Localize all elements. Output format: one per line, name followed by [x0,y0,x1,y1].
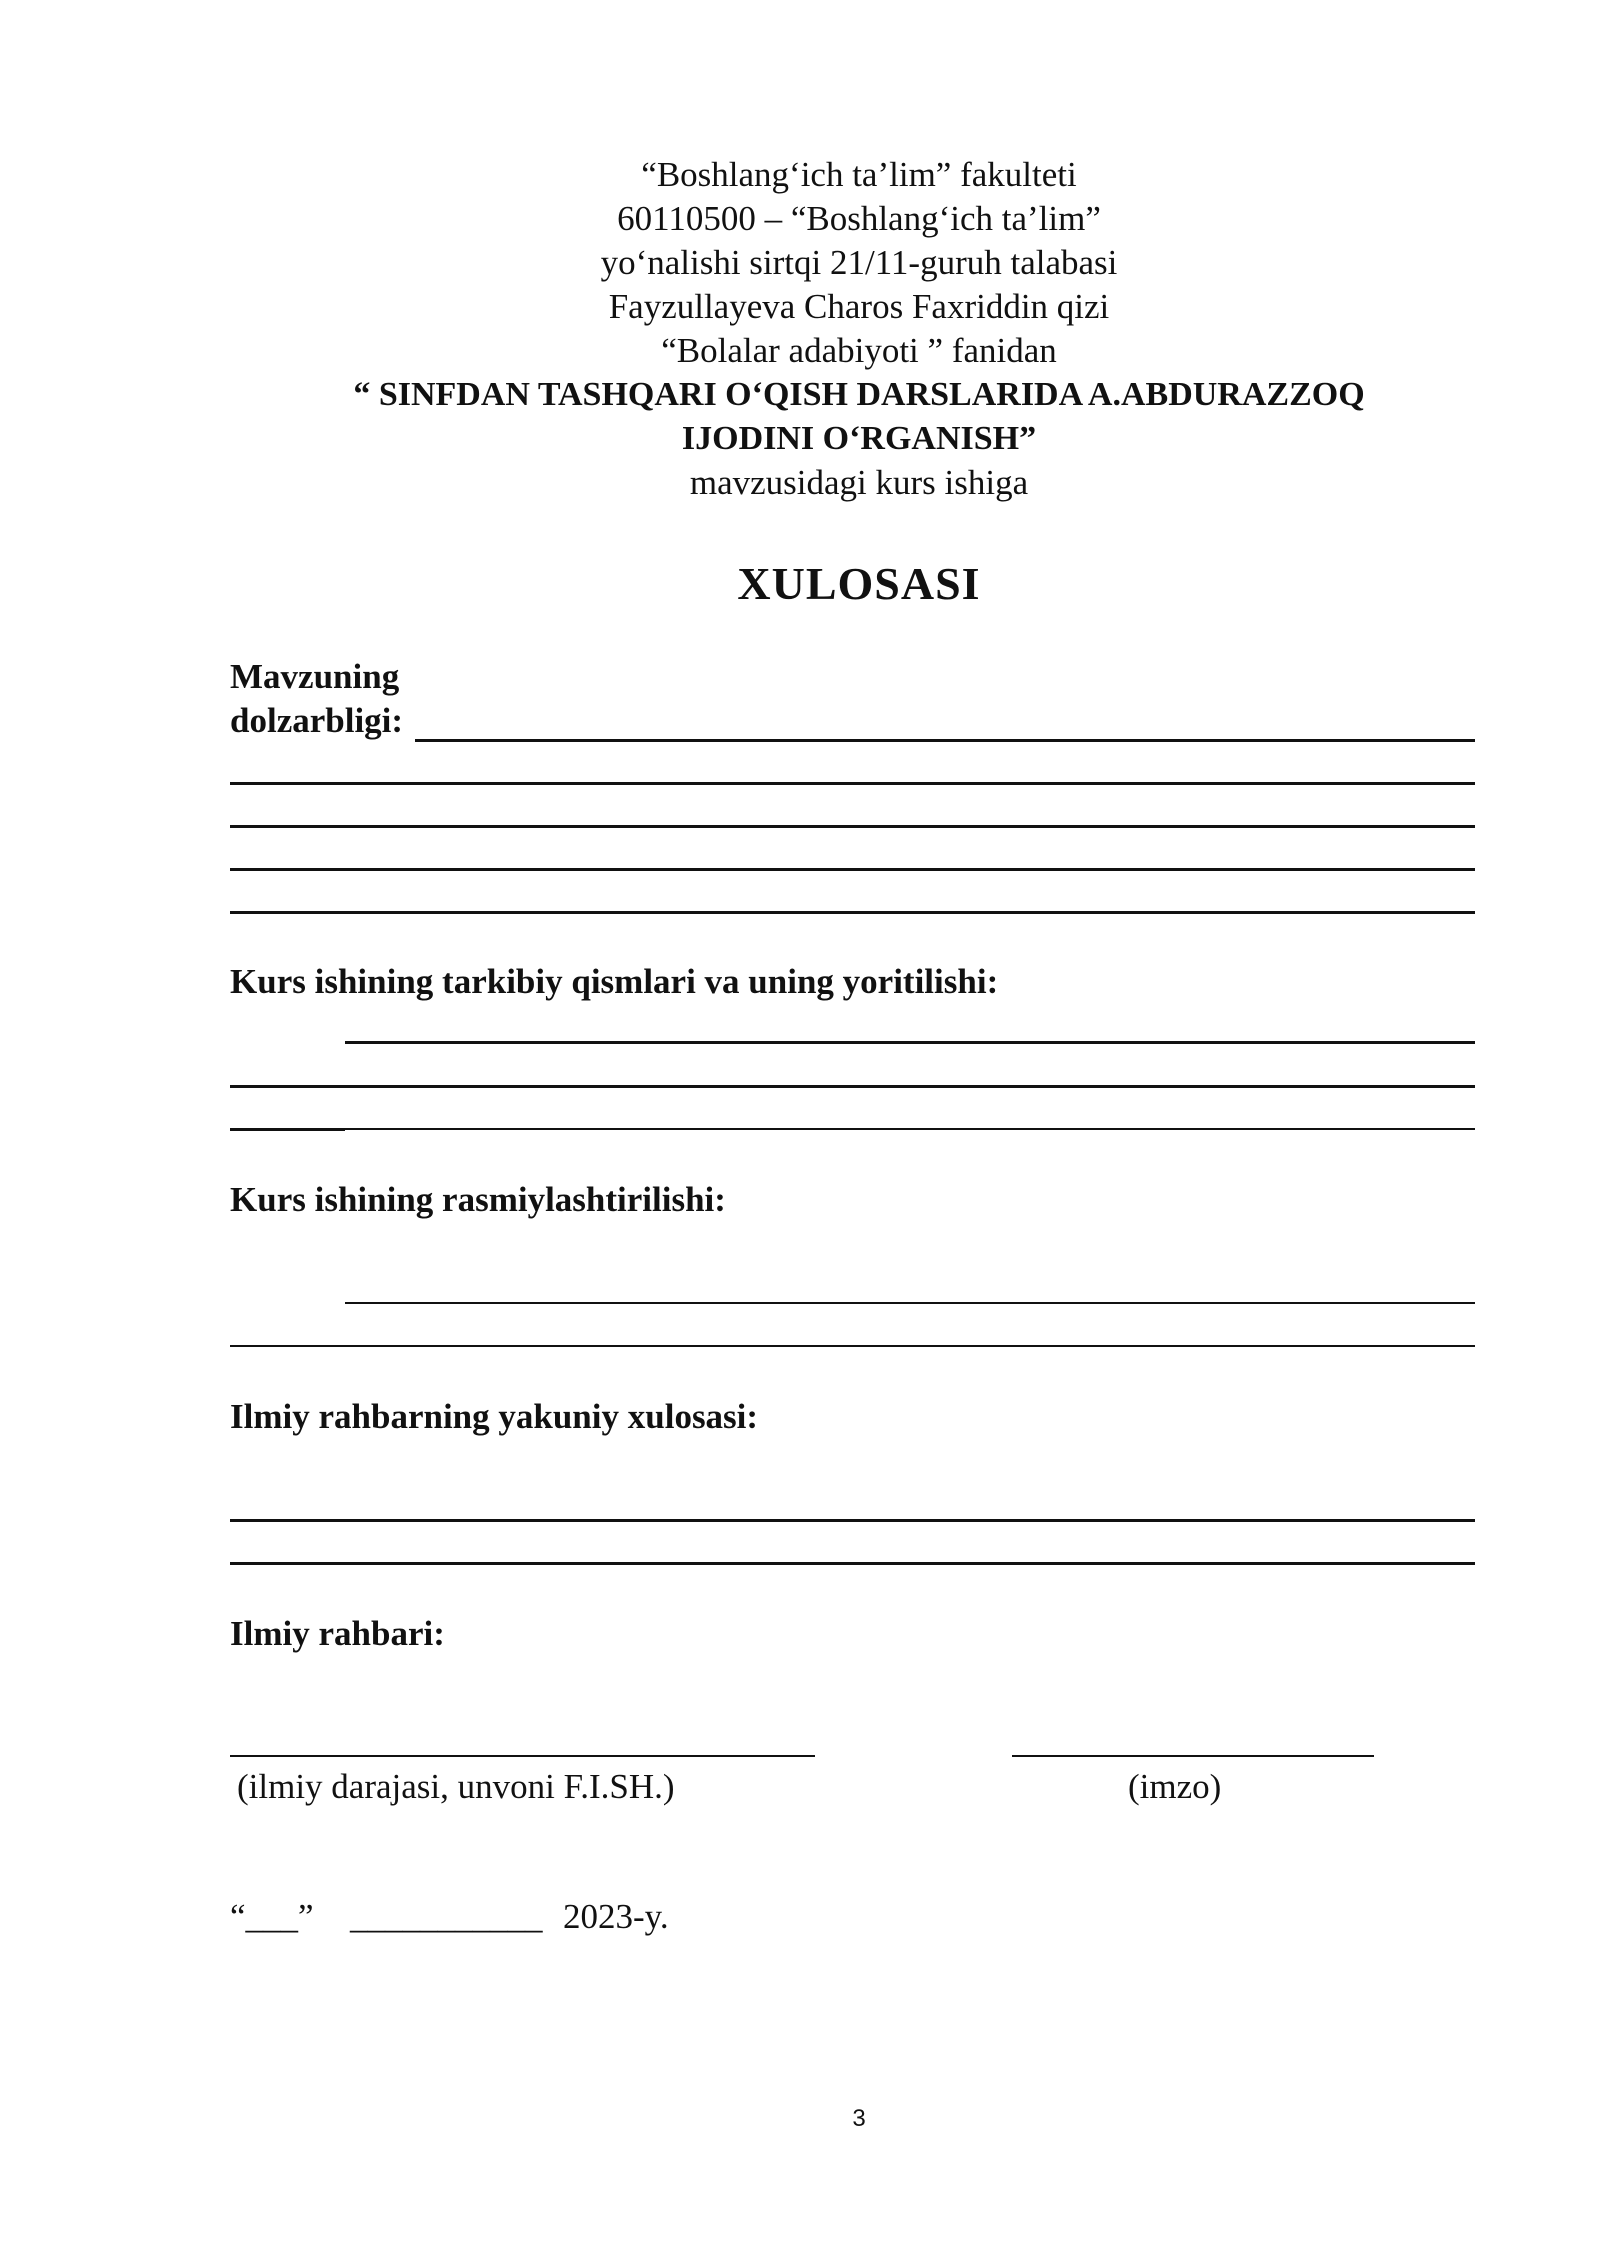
relevance-answer-line[interactable] [230,825,1475,828]
student-name: Fayzullayeva Charos Faxriddin qizi [608,287,1110,326]
supervisor-conclusion-answer-line[interactable] [230,1519,1475,1522]
structure-answer-line[interactable] [345,1041,1475,1044]
supervisor-conclusion-answer-line[interactable] [230,1562,1475,1565]
relevance-label-line-2: dolzarbligi: [230,701,404,740]
relevance-label-line-1: Mavzuning [230,657,400,696]
date-month-blank[interactable]: ___________ [350,1897,543,1936]
topic-suffix: mavzusidagi kurs ishiga [689,463,1029,502]
supervisor-name-line[interactable] [230,1755,815,1757]
group-line: yo‘nalishi sirtqi 21/11-guruh talabasi [600,243,1118,282]
formatting-answer-line[interactable] [230,1345,1475,1347]
relevance-answer-line[interactable] [230,911,1475,914]
formatting-answer-line[interactable] [345,1302,1475,1304]
relevance-answer-line[interactable] [230,868,1475,871]
relevance-answer-line[interactable] [415,739,1475,742]
page-number: 3 [852,2105,866,2132]
structure-answer-line-start[interactable] [230,1128,345,1131]
supervisor-label: Ilmiy rahbari: [230,1614,445,1653]
supervisor-signature-line[interactable] [1012,1755,1374,1757]
supervisor-conclusion-label: Ilmiy rahbarning yakuniy xulosasi: [230,1397,759,1436]
name-caption: (ilmiy darajasi, unvoni F.I.SH.) [237,1767,675,1806]
formatting-label: Kurs ishining rasmiylashtirilishi: [230,1180,726,1219]
topic-line-2: IJODINI O‘RGANISH” [681,420,1037,457]
date-day-blank[interactable]: “___” [230,1897,314,1936]
date-year: 2023-y. [563,1897,669,1936]
specialty-line: 60110500 – “Boshlang‘ich ta’lim” [617,199,1101,238]
faculty-line: “Boshlang‘ich ta’lim” fakulteti [641,155,1077,194]
signature-caption: (imzo) [1128,1767,1222,1806]
structure-answer-line[interactable] [230,1085,1475,1088]
document-title: XULOSASI [737,558,981,609]
structure-answer-line[interactable] [345,1128,1475,1130]
structure-label: Kurs ishining tarkibiy qismlari va uning yoritilishi: [230,962,999,1001]
subject-line: “Bolalar adabiyoti ” fanidan [661,331,1057,370]
relevance-answer-line[interactable] [230,782,1475,785]
topic-line-1: “ SINFDAN TASHQARI O‘QISH DARSLARIDA A.ABDURAZZOQ [353,376,1365,413]
